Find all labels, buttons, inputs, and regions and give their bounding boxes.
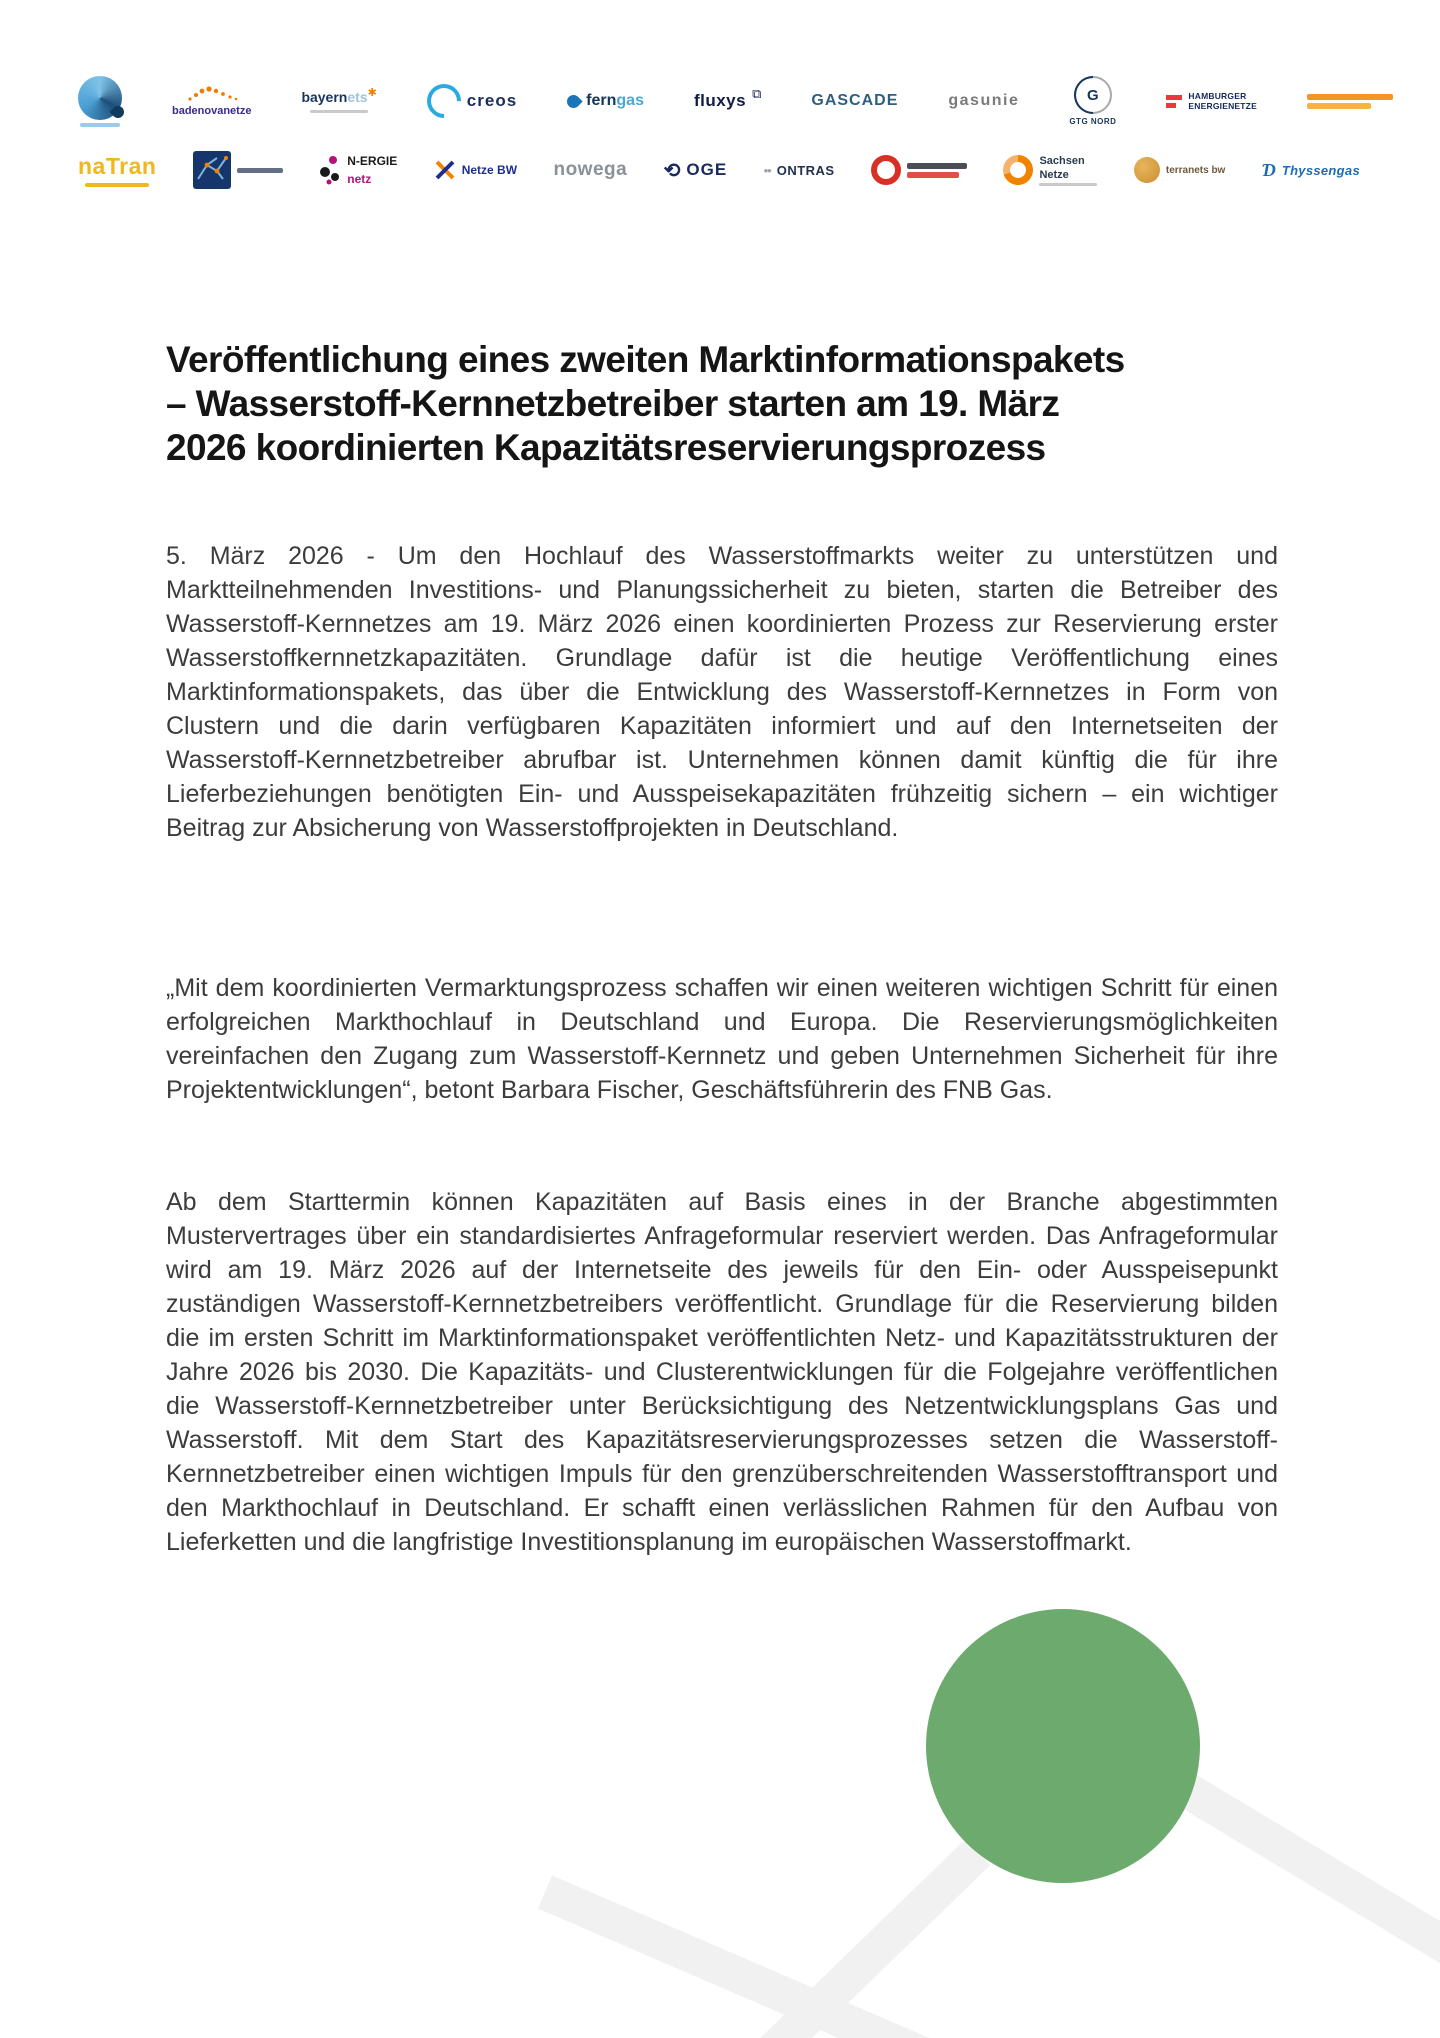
paragraph-details: Ab dem Starttermin können Kapazitäten auf Basis eines in der Branche abgestimmten Mustervertrages über ein standardisiertes Anfrageformular reserviert werden. Das Anfrageformular wird am 19. März 2026 auf der Internetseite des jeweils für den Ein- oder Ausspeisepunkt zuständigen Wasserstoff-Kernnetzbetreibers veröffentlicht. Grundlage für die Reservierung bilden die im ersten Schritt im Marktinformationspaket veröffentlichten Netz- und Kapazitätsstrukturen der Jahre 2026 bis 2030. Die Kapazitäts- und Clusterentwicklungen für die Folgejahre veröffentlichen die Wasserstoff-Kernnetzbetreiber unter Berücksichtigung des Netzentwicklungsplans Gas und Wasserstoff. Mit dem Start des Kapazitätsreservierungsprozesses setzen die Wasserstoff-Kernnetzbetreiber einen wichtigen Impuls für den grenzüberschreitenden Wasserstofftransport und den Markthochlauf in Deutschland. Er schafft einen verlässlichen Rahmen für den Aufbau von Lieferketten und die langfristige Investitionsplanung im europäischen Wasserstoffmarkt. [166,1188,1278,1556]
paragraph-intro: 5. März 2026 - Um den Hochlauf des Wasserstoffmarkts weiter zu unterstützen und Marktteilnehmenden Investitions- und Planungssicherheit zu bieten, starten die Betreiber des Wasserstoff-Kernnetzes am 19. März 2026 einen koordinierten Prozess zur Reservierung erster Wasserstoffkernnetzkapazitäten. Grundlage dafür ist die heutige Veröffentlichung eines Marktinformationspakets, das über die Entwicklung des Wasserstoff-Kernnetzes in Form von Clustern und die darin verfügbaren Kapazitäten informiert und auf den Internetseiten der Wasserstoff-Kernnetzbetreiber abrufbar ist. Unternehmen können damit künftig die für ihre Lieferbeziehungen benötigten Ein- und Ausspeisekapazitäten frühzeitig sichern – ein wichtiger Beitrag zur Absicherung von Wasserstoffprojekten in Deutschland. [166,542,1278,842]
logo-ontras [764,163,835,178]
title-line-1: Veröffentlichung eines zweiten Marktinformationspakets [166,339,1125,380]
red-ring-icon [871,155,901,185]
logo-nergie-netz [319,152,397,188]
illegible-wordmark-bar [907,163,967,169]
logo-thyssengas [1262,160,1360,181]
ferngas-droplet-icon [564,92,582,110]
globe-icon [78,76,122,120]
illegible-wordmark [907,163,967,178]
title-line-2: – Wasserstoff-Kernnetzbetreiber starten am 19. März [166,383,1060,424]
logo-terranets-bw [1134,157,1225,183]
illegible-wordmark-bar [907,172,959,178]
logo-strip-row-2 [78,142,1360,198]
creos-wordmark: creos [466,91,518,110]
terranets-sphere-icon [1134,157,1160,183]
sachsen-netze-icon [1003,155,1033,185]
logo-natran [78,153,156,187]
badenova-dots-icon [184,86,240,102]
illegible-wordmark-bar [237,168,283,173]
logo-globe [78,76,122,127]
illegible-wordmark-bar [1307,103,1371,109]
creos-c-icon [420,77,468,125]
logo-orange-wordmark [1307,94,1393,109]
logo-sachsen-netze [1003,155,1097,186]
gasunie-wordmark: gasunie [948,92,1020,109]
network-square-icon [193,151,231,189]
article-title [166,338,1291,470]
logo-gascade [811,92,898,110]
sachsen-netze-wordmark: Sachsen Netze [1039,155,1097,186]
natran-wordmark: naTran [78,153,157,179]
oge-arrow-icon: ⟲ [663,159,681,182]
thyssengas-mark-icon: Ɗ [1261,159,1276,180]
logo-gtg-nord [1069,76,1116,126]
logo-badenovanetze [172,86,251,117]
gtg-nord-ring-icon: G [1074,76,1112,114]
logo-fluxys [693,86,762,111]
logo-caption-bar [310,110,368,113]
logo-creos [427,84,517,118]
nergie-wordmark: N-ERGIE netz [347,154,398,186]
logo-caption-bar [1039,183,1097,186]
bayernets-wordmark: bayernets✱ [301,87,377,105]
ontras-wordmark: ONTRAS [776,162,835,178]
netze-bw-wordmark: Netze BW [461,163,518,177]
fluxys-knot-icon: ⧉ [752,86,762,101]
hamburger-energienetze-icon [1166,95,1182,108]
logo-network-square [193,151,283,189]
hamburger-energienetze-wordmark: HAMBURGER ENERGIENETZE [1188,91,1257,111]
gtg-nord-label: GTG NORD [1069,117,1117,126]
netze-bw-x-icon [434,159,456,181]
paragraph-quote: „Mit dem koordinierten Vermarktungsprozess schaffen wir einen weiteren wichtigen Schritt für einen erfolgreichen Markthochlauf in Deutschland und Europa. Die Reservierungsmöglichkeiten vereinfachen den Zugang zum Wasserstoff-Kernnetz und geben Unternehmen Sicherheit für ihre Projektentwicklungen“, betont Barbara Fischer, Geschäftsführerin des FNB Gas. [166,974,1278,1104]
ontras-dots-icon: •• [763,162,771,178]
thyssengas-wordmark: Thyssengas [1281,162,1360,178]
logo-hamburger-energienetze [1166,91,1257,111]
logo-gasunie [948,92,1019,110]
footer-decoration-graphic [0,1600,1440,2038]
nowega-wordmark: nowega [553,159,628,180]
title-line-3: 2026 koordinierten Kapazitätsreservierungsprozess [166,427,1046,468]
logo-oge [664,158,728,183]
droplet-icon [110,103,127,120]
logo-bayernets [301,89,376,113]
badenova-wordmark: badenovanetze [171,104,252,117]
logo-nowega [553,159,627,181]
logo-caption-bar [85,183,149,187]
nergie-dots-icon [319,155,341,185]
ferngas-wordmark: ferngas [586,92,644,109]
terranets-wordmark: terranets bw [1165,164,1226,176]
logo-red-ring [871,155,967,185]
logo-caption-bar [80,123,120,127]
logo-ferngas [567,92,644,110]
gascade-wordmark: GASCADE [811,92,899,109]
logo-strip-row-1 [78,64,1393,138]
green-circle [926,1609,1200,1883]
logo-netze-bw [434,159,517,181]
illegible-wordmark-bar [1307,94,1393,100]
oge-wordmark: OGE [686,160,728,179]
fluxys-wordmark: fluxys [693,91,747,110]
bayernets-star-icon: ✱ [367,87,377,99]
